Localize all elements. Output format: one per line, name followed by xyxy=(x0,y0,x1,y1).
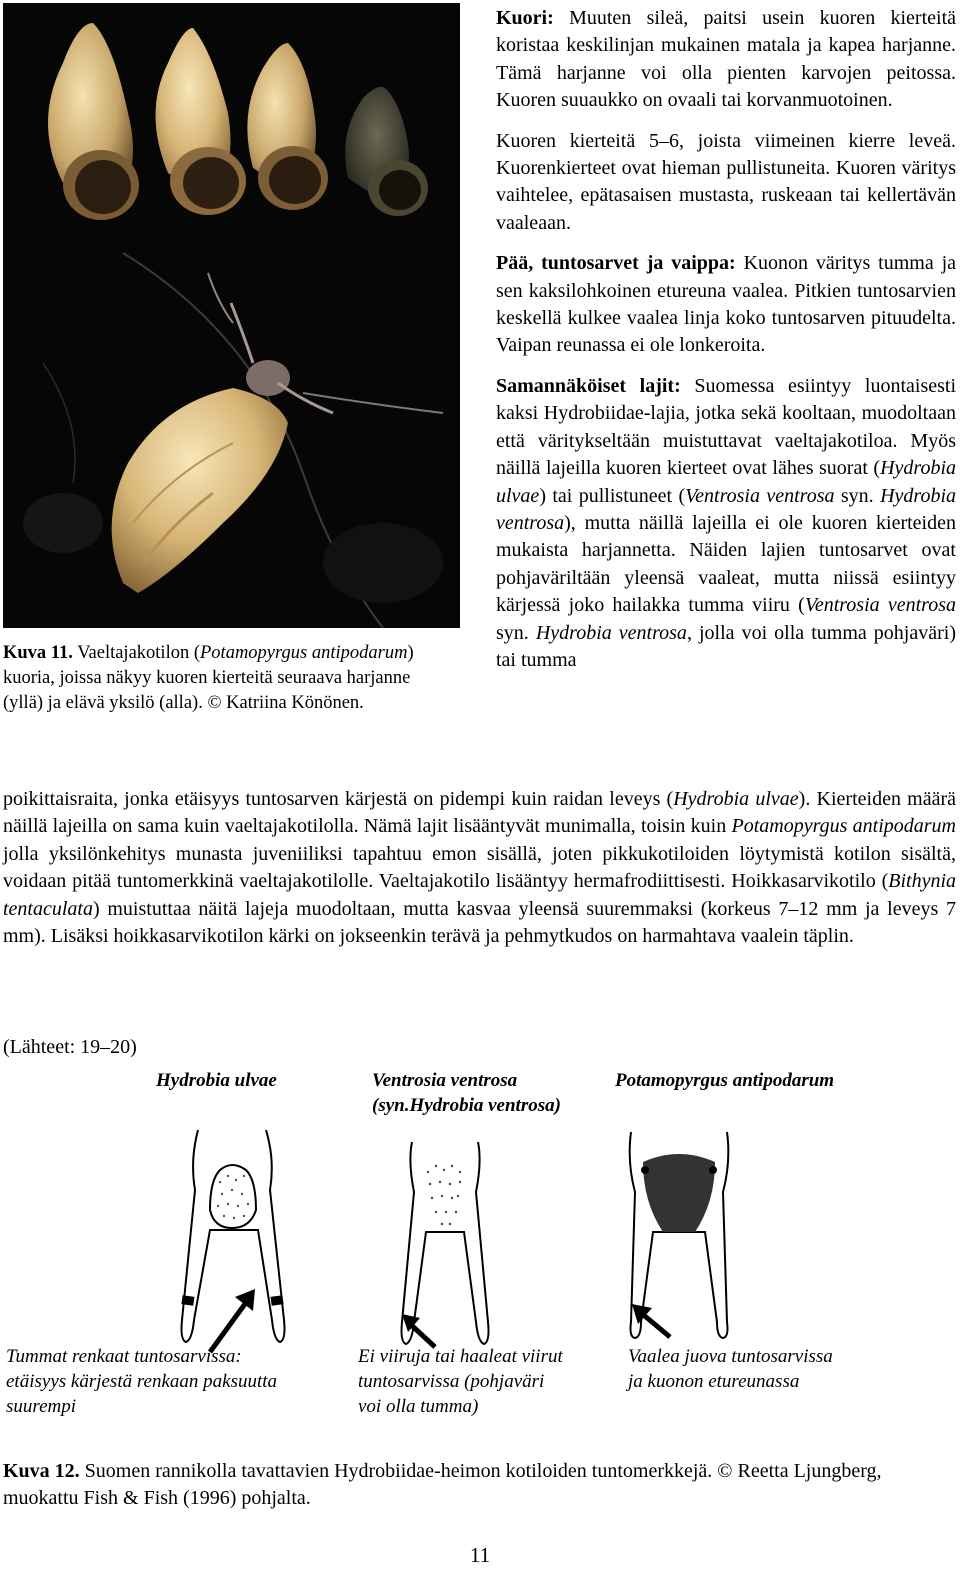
snail-photo-illustration xyxy=(3,3,460,628)
kuori-paragraph-2 xyxy=(496,128,956,238)
note-2-line-2: tuntosarvissa (pohjaväri xyxy=(358,1371,545,1392)
species-title-ventrosia: Ventrosia ventrosa xyxy=(372,1070,518,1091)
species-name: Hydrobia ventrosa xyxy=(535,621,687,644)
note-1-line-2: etäisyys kärjestä renkaan paksuutta xyxy=(6,1371,278,1392)
samannakoiset-heading: Samannäköiset lajit: xyxy=(496,374,681,397)
full-width-text xyxy=(3,786,956,950)
species-name: Hydrobia ulvae xyxy=(496,457,956,507)
head-drawing-ventrosia xyxy=(378,1132,508,1362)
species-name: Potamopyrgus antipodarum xyxy=(731,815,957,838)
head-drawing-potamopyrgus xyxy=(605,1122,755,1352)
species-title-potamopyrgus: Potamopyrgus antipodarum xyxy=(615,1070,835,1091)
species-name: Hydrobia ventrosa xyxy=(496,484,956,534)
text-run: ) muistuttaa näitä lajeja muodoltaan, mutta kasvaa yleensä suuremmaksi (korkeus 7–12 mm ja leveys 7 mm). Lisäksi hoikkasarvikotilon kärki on jokseenkin terävä ja pehmytkudos on harmahtava vaalein täplin. xyxy=(3,897,956,948)
paa-paragraph xyxy=(496,250,956,360)
samannakoiset-continuation xyxy=(3,786,956,950)
species-name: Ventrosia ventrosa xyxy=(804,594,957,617)
samannakoiset-paragraph xyxy=(496,373,956,674)
note-1-line-3: suurempi xyxy=(6,1396,77,1417)
species-title-ventrosia-syn: (syn.Hydrobia ventrosa) xyxy=(372,1095,561,1116)
text-run: jolla yksilönkehitys munasta juveniiliksi tapahtuu emon sisällä, joten pikkukotiloiden löytymistä kotilon sisältä, voidaan pitää tuntomerkkinä vaeltajakotilolle. Vaeltajakotilo lisääntyy hermafrodiittisesti. Hoikkasarvikotilo ( xyxy=(3,842,956,893)
arrow-3 xyxy=(630,1302,675,1342)
species-name: Ventrosia ventrosa xyxy=(685,484,835,507)
text-run: syn. xyxy=(834,484,881,507)
note-3-line-1: Vaalea juova tuntosarvissa xyxy=(628,1346,833,1367)
species-name: Bithynia tentaculata xyxy=(3,870,956,920)
note-1-line-1: Tummat renkaat tuntosarvissa: xyxy=(6,1346,242,1367)
figure-12-caption xyxy=(3,1458,953,1513)
text-run: poikittaisraita, jonka etäisyys tuntosarven kärjestä on pidempi kuin raidan leveys ( xyxy=(3,788,674,810)
figure-12-caption-text: Suomen rannikolla tavattavien Hydrobiidae-heimon kotiloiden tuntomerkkejä. © Reetta Ljungberg, muokattu Fish & Fish (1996) pohjalta. xyxy=(3,1460,882,1510)
note-3-line-2: ja kuonon etureunassa xyxy=(628,1371,800,1392)
kuori-heading: Kuori: xyxy=(496,7,554,29)
text-run: , jolla voi olla tumma pohjaväri) tai tumma xyxy=(496,621,956,671)
kuori-text: Muuten sileä, paitsi usein kuoren kierteitä koristaa keskilinjan mukainen matala ja kapea harjanne. Tämä harjanne voi olla pienten karvojen peitossa. Kuoren suuaukko on ovaali tai korvanmuotoinen. xyxy=(496,7,956,112)
sources-line: (Lähteet: 19–20) xyxy=(3,1036,137,1058)
page-number: 11 xyxy=(469,1543,491,1567)
caption-text-rest: ) kuoria, joissa näkyy kuoren kierteitä seuraava harjanne (yllä) ja elävä yksilö (alla). © Katriina Könönen. xyxy=(3,643,414,713)
figure-11-label: Kuva 11. xyxy=(3,643,73,663)
caption-species: Potamopyrgus antipodarum xyxy=(200,643,408,663)
figure-12-label: Kuva 12. xyxy=(3,1460,80,1482)
note-2-line-1: Ei viiruja tai haaleat viirut xyxy=(358,1346,563,1367)
figure-12 xyxy=(0,1062,960,1452)
text-run: ). Kierteiden määrä näillä lajeilla on sama kuin vaeltajakotilolla. Nämä lajit lisääntyvät munimalla, toisin kuin xyxy=(3,788,956,838)
text-run: ), mutta näillä lajeilla ei ole kuoren kierteiden mukaista harjannetta. Näiden lajien tuntosarvet ovat pohjaväriltään yleensä vaaleat, mutta niissä esiintyy kärjessä joko hailakka tumma viiru ( xyxy=(496,511,956,617)
paa-text: Kuonon väritys tumma ja sen kaksilohkoinen etureuna vaalea. Pitkien tuntosarvien keskellä kulkee vaalea linja koko tuntosarven pituudelta. Vaipan reunassa ei ole lonkeroita. xyxy=(496,252,957,357)
paa-heading: Pää, tuntosarvet ja vaippa: xyxy=(496,252,736,275)
right-column-text xyxy=(496,5,956,674)
kuori-text-2: Kuoren kierteitä 5–6, joista viimeinen kierre leveä. Kuorenkierteet ovat hieman pullistuneita. Kuoren väritys vaihtelee, epätasaisen mustasta, ruskeaan tai kellertävän vaaleaan. xyxy=(496,129,956,234)
species-title-hydrobia-ulvae: Hydrobia ulvae xyxy=(156,1070,277,1091)
figure-11-caption xyxy=(3,641,453,716)
text-run: Suomessa esiintyy luontaisesti kaksi Hydrobiidae-lajia, jotka sekä kooltaan, muodoltaan että väritykseltään muistuttavat vaeltajakotiloa. Myös näillä lajeilla kuoren kierteet ovat lähes suorat ( xyxy=(496,374,956,480)
species-name: Hydrobia ulvae xyxy=(673,788,799,810)
text-run: ) tai pullistuneet ( xyxy=(539,484,686,507)
note-2-line-3: voi olla tumma) xyxy=(358,1396,479,1417)
caption-text: Vaeltajakotilon ( xyxy=(72,643,200,663)
kuori-paragraph xyxy=(496,5,956,115)
snail-photo xyxy=(3,3,460,628)
text-run: syn. xyxy=(496,621,536,644)
